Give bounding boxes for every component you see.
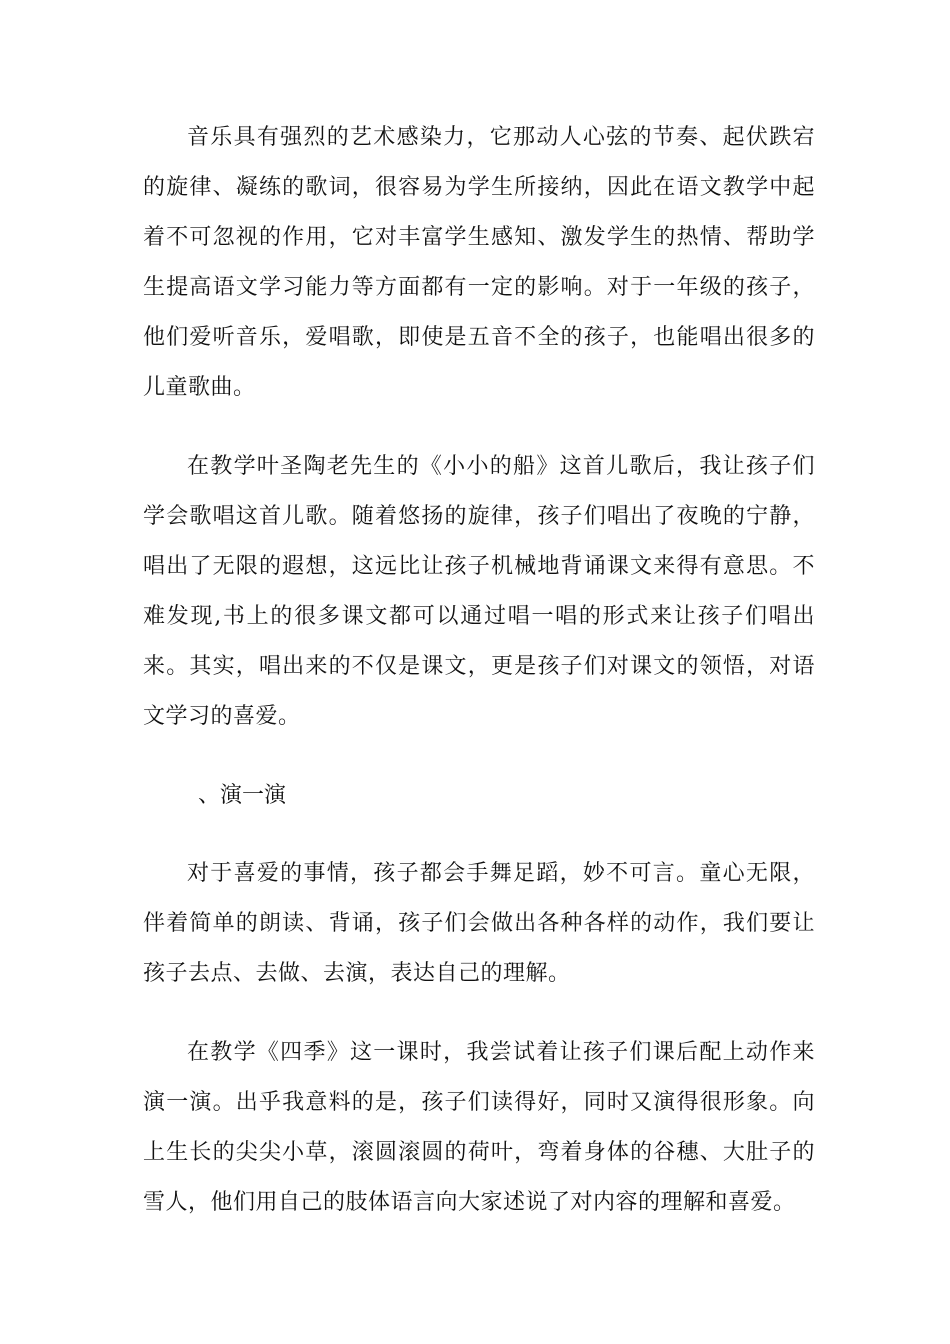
paragraph-acting-intro: 对于喜爱的事情，孩子都会手舞足蹈，妙不可言。童心无限，伴着简单的朗读、背诵，孩子们会做出各种各样的动作，我们要让孩子去点、去做、去演，表达自己的理解。 xyxy=(143,861,815,986)
section-heading-marker: 、 xyxy=(197,783,220,808)
paragraph-music-intro: 音乐具有强烈的艺术感染力，它那动人心弦的节奏、起伏跌宕的旋律、凝练的歌词，很容易为学生所接纳，因此在语文教学中起着不可忽视的作用，它对丰富学生感知、激发学生的热情、帮助学生提高语文学习能力等方面都有一定的影响。对于一年级的孩子，他们爱听音乐，爱唱歌，即使是五音不全的孩子，也能唱出很多的儿童歌曲。 xyxy=(143,125,815,400)
paragraph-four-seasons: 在教学《四季》这一课时，我尝试着让孩子们课后配上动作来演一演。出乎我意料的是，孩子们读得好，同时又演得很形象。向上生长的尖尖小草，滚圆滚圆的荷叶，弯着身体的谷穗、大肚子的雪人，他们用自己的肢体语言向大家述说了对内容的理解和喜爱。 xyxy=(143,1040,815,1215)
paragraph-little-boat: 在教学叶圣陶老先生的《小小的船》这首儿歌后，我让孩子们学会歌唱这首儿歌。随着悠扬的旋律，孩子们唱出了夜晚的宁静，唱出了无限的遐想，这远比让孩子机械地背诵课文来得有意思。不难发现,书上的很多课文都可以通过唱一唱的形式来让孩子们唱出来。其实，唱出来的不仅是课文，更是孩子们对课文的领悟，对语文学习的喜爱。 xyxy=(143,454,815,729)
section-heading-text: 演一演 xyxy=(220,783,287,808)
document-body xyxy=(143,113,815,1257)
section-heading xyxy=(143,771,815,821)
